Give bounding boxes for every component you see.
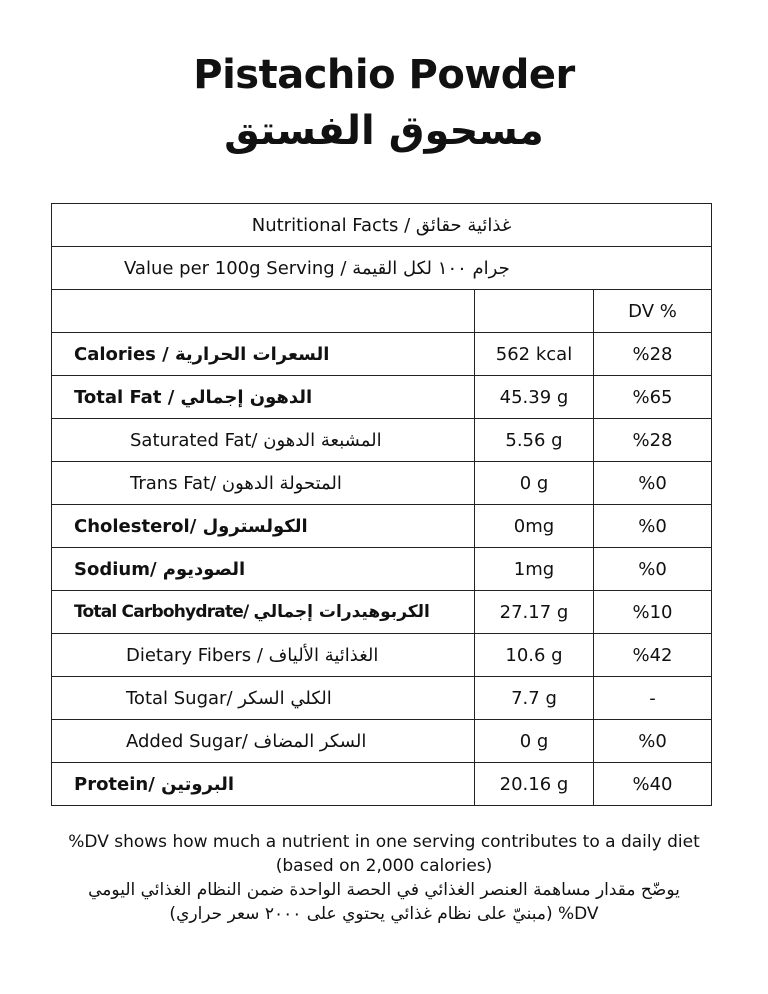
- product-title: Pistachio Powder: [193, 52, 575, 98]
- nutrient-label: Total Fat / الدهون إجمالي: [52, 376, 475, 419]
- nutrient-label: Added Sugar/ السكر المضاف: [52, 720, 475, 763]
- nutrient-label: Protein/ البروتين: [52, 763, 475, 806]
- nutrient-dv: %0: [594, 505, 712, 548]
- nutrient-dv: %0: [594, 462, 712, 505]
- nutrient-dv: %28: [594, 333, 712, 376]
- footnote-line-arabic: يوضّح مقدار مساهمة العنصر الغذائي في الحصة الواحدة ضمن النظام الغذائي اليومي: [88, 880, 680, 900]
- empty-header-cell: [475, 290, 594, 333]
- nutrient-label: Calories / السعرات الحرارية: [52, 333, 475, 376]
- nutrient-dv: %0: [594, 548, 712, 591]
- table-row: [52, 462, 712, 505]
- footnote-line-arabic-2: (مبنيّ على نظام غذائي يحتوي على ٢٠٠٠ سعر حراري) %DV: [169, 904, 599, 924]
- nutrition-header-row: [52, 204, 712, 247]
- nutrient-dv: %65: [594, 376, 712, 419]
- nutrient-dv: %40: [594, 763, 712, 806]
- nutrient-amount: 10.6 g: [475, 634, 594, 677]
- nutrient-label: Cholesterol/ الكولسترول: [52, 505, 475, 548]
- nutrient-dv: %28: [594, 419, 712, 462]
- nutrient-dv: %42: [594, 634, 712, 677]
- nutrient-amount: 0mg: [475, 505, 594, 548]
- nutrient-dv: %0: [594, 720, 712, 763]
- dv-column-header: DV %: [594, 290, 712, 333]
- table-row: [52, 548, 712, 591]
- nutrition-header: Nutritional Facts / غذائية حقائق: [52, 204, 712, 247]
- table-row: [52, 505, 712, 548]
- nutrient-amount: 45.39 g: [475, 376, 594, 419]
- table-row: [52, 419, 712, 462]
- nutrient-amount: 7.7 g: [475, 677, 594, 720]
- nutrient-amount: 20.16 g: [475, 763, 594, 806]
- nutrient-amount: 562 kcal: [475, 333, 594, 376]
- table-row: [52, 333, 712, 376]
- nutrient-label: Total Sugar/ الكلي السكر: [52, 677, 475, 720]
- footnote-line-english: %DV shows how much a nutrient in one serving contributes to a daily diet: [68, 832, 700, 852]
- nutrient-amount: 5.56 g: [475, 419, 594, 462]
- nutrient-label: Saturated Fat/ المشبعة الدهون: [52, 419, 475, 462]
- footnote-line-english-2: (based on 2,000 calories): [275, 856, 493, 876]
- table-row: [52, 591, 712, 634]
- nutrient-amount: 1mg: [475, 548, 594, 591]
- product-title-arabic: مسحوق الفستق: [224, 108, 544, 154]
- table-row: [52, 677, 712, 720]
- nutrient-label: Total Carbohydrate/ الكربوهيدرات إجمالي: [52, 591, 475, 634]
- column-header-row: [52, 290, 712, 333]
- nutrient-label: Dietary Fibers / الغذائية الألياف: [52, 634, 475, 677]
- nutrient-label: Trans Fat/ المتحولة الدهون: [52, 462, 475, 505]
- serving-row: [52, 247, 712, 290]
- dv-footnote: [0, 830, 768, 926]
- nutrient-dv: -: [594, 677, 712, 720]
- nutrient-dv: %10: [594, 591, 712, 634]
- nutrition-table: [51, 203, 712, 806]
- nutrient-amount: 27.17 g: [475, 591, 594, 634]
- empty-header-cell: [52, 290, 475, 333]
- table-row: [52, 720, 712, 763]
- nutrient-amount: 0 g: [475, 462, 594, 505]
- nutrient-amount: 0 g: [475, 720, 594, 763]
- table-row: [52, 634, 712, 677]
- table-row: [52, 376, 712, 419]
- table-row: [52, 763, 712, 806]
- nutrient-label: Sodium/ الصوديوم: [52, 548, 475, 591]
- serving-size: Value per 100g Serving / جرام ١٠٠ لكل القيمة: [52, 247, 712, 290]
